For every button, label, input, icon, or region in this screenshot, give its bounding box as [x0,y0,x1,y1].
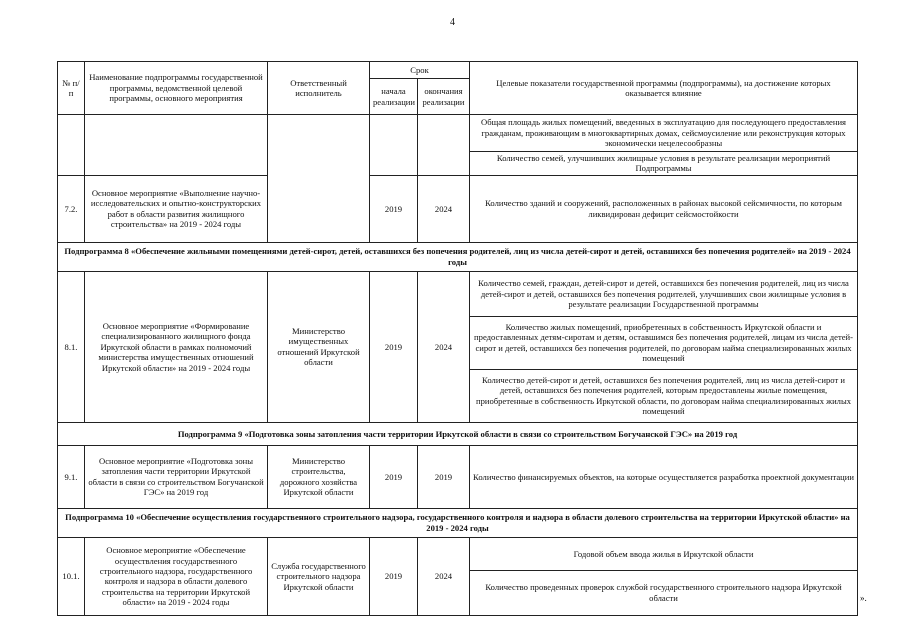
indicator-cell: Количество семей, граждан, детей-сирот и детей, оставшихся без попечения родителей, лиц из числа детей-сирот и детей, оставшихся без попечения родителей, улучшивших свои жилищные условия в результате реализации Государственной программы [470,271,858,316]
header-term: Срок [370,62,470,79]
cell-end [418,115,470,176]
header-name: Наименование подпрограммы государственной программы, ведомственной целевой программы, основного мероприятия [85,62,268,115]
cell-num [58,115,85,176]
indicator-cell: Количество проведенных проверок службой государственного строительного надзора Иркутской области [470,570,858,615]
cell-start: 2019 [370,271,418,422]
indicator-cell: Количество семей, улучшивших жилищные условия в результате реализации мероприятий Подпрограммы [470,152,858,176]
indicator-cell: Годовой объем ввода жилья в Иркутской области [470,537,858,570]
cell-responsible: Служба государственного строительного надзора Иркутской области [268,537,370,615]
subprogram-row [58,242,858,271]
header-num: № п/п [58,62,85,115]
cell-start: 2019 [370,175,418,242]
cell-name: Основное мероприятие «Выполнение научно-исследовательских и опытно-конструкторских работ в области развития жилищного строительства» на 2019 - 2024 годы [85,175,268,242]
indicator-cell: Количество зданий и сооружений, расположенных в районах высокой сейсмичности, по которым ликвидирован дефицит сейсмостойкости [470,175,858,242]
closing-mark: ». [860,593,867,603]
indicator-cell: Количество детей-сирот и детей, оставшихся без попечения родителей, лиц из числа детей-сирот и детей, оставшихся без попечения родителей, которым предоставлены жилые помещения, приобретенные в собственность Иркутской области, по договорам найма специализированных жилых помещений [470,369,858,422]
cell-responsible [268,115,370,243]
indicator-cell: Количество финансируемых объектов, на которые осуществляется разработка проектной документации [470,445,858,508]
table-row [58,271,858,316]
page-number: 4 [450,17,455,28]
cell-name: Основное мероприятие «Подготовка зоны затопления части территории Иркутской области в связи со строительством Богучанской ГЭС» на 2019 год [85,445,268,508]
indicator-cell: Количество жилых помещений, приобретенных в собственность Иркутской области и предоставленных детям-сиротам и детям, оставшимся без попечения родителей, лицам из числа детей-сирот и детей, оставшихся без попечения родителей, по договорам найма специализированных жилых помещений [470,316,858,369]
cell-end: 2024 [418,271,470,422]
cell-num: 8.1. [58,271,85,422]
header-start: начала реализации [370,79,418,115]
subprogram-row [58,508,858,537]
subprogram-title: Подпрограмма 10 «Обеспечение осуществления государственного строительного надзора, государственного контроля и надзора в области долевого строительства на территории Иркутской области» на 2019 - 2024 годы [58,508,858,537]
header-indicators: Целевые показатели государственной программы (подпрограммы), на достижение которых оказывается влияние [470,62,858,115]
subprogram-title: Подпрограмма 9 «Подготовка зоны затопления части территории Иркутской области в связи со строительством Богучанской ГЭС» на 2019 год [58,422,858,445]
cell-responsible: Министерство строительства, дорожного хозяйства Иркутской области [268,445,370,508]
cell-end: 2024 [418,175,470,242]
cell-start: 2019 [370,445,418,508]
indicator-cell: Общая площадь жилых помещений, введенных в эксплуатацию для последующего предоставления гражданам, проживающим в многоквартирных домах, сейсмоусиление или реконструкция которых экономически нецелесообразны [470,115,858,152]
program-table [57,61,858,616]
cell-num: 7.2. [58,175,85,242]
cell-responsible: Министерство имущественных отношений Иркутской области [268,271,370,422]
cell-name: Основное мероприятие «Обеспечение осуществления государственного строительного надзора, государственного контроля и надзора в области долевого строительства на территории Иркутской области» на 2019 - 2024 годы [85,537,268,615]
cell-num: 10.1. [58,537,85,615]
table-row [58,175,858,242]
cell-end: 2024 [418,537,470,615]
cell-end: 2019 [418,445,470,508]
cell-start: 2019 [370,537,418,615]
header-responsible: Ответственный исполнитель [268,62,370,115]
header-end: окончания реализации [418,79,470,115]
header-row [58,62,858,79]
subprogram-row [58,422,858,445]
table-row [58,537,858,570]
table-row [58,115,858,152]
subprogram-title: Подпрограмма 8 «Обеспечение жильными помещениями детей-сирот, детей, оставшихся без попечения родителей, лиц из числа детей-сирот и детей, оставшихся без попечения родителей» на 2019 - 2024 годы [58,242,858,271]
cell-start [370,115,418,176]
table-row [58,445,858,508]
cell-num: 9.1. [58,445,85,508]
cell-name [85,115,268,176]
cell-name: Основное мероприятие «Формирование специализированного жилищного фонда Иркутской области в рамках полномочий министерства имущественных отношений Иркутской области» на 2019 - 2024 годы [85,271,268,422]
